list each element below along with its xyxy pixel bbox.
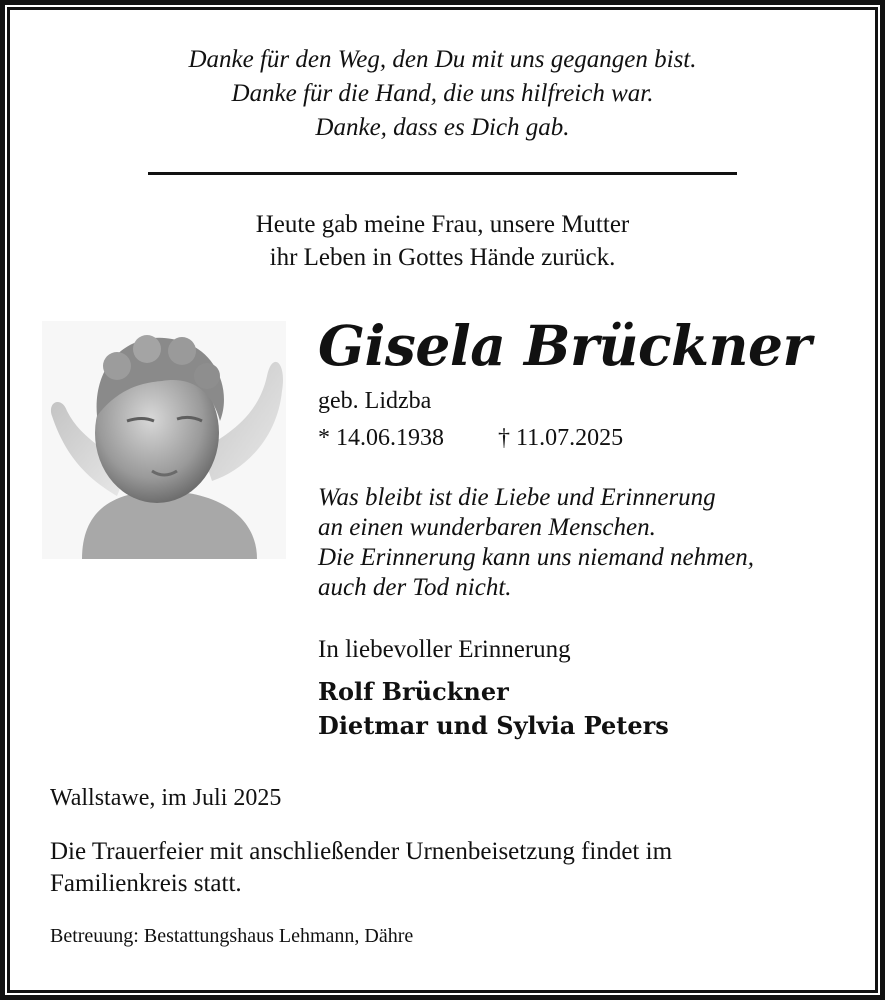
place-date: Wallstawe, im Juli 2025 [50,785,282,811]
memorial-quote [318,483,754,603]
mourner-name: Dietmar und Sylvia Peters [318,711,669,740]
birth-date: * 14.06.1938 [318,425,444,451]
opening-verse [0,43,885,145]
mourner-name: Rolf Brückner [318,677,509,706]
funeral-home: Betreuung: Bestattungshaus Lehmann, Dähre [50,925,414,947]
intro-line: Heute gab meine Frau, unsere Mutter [255,211,630,238]
quote-line: auch der Tod nicht. [318,574,512,601]
verse-line: Danke, dass es Dich gab. [315,114,570,141]
intro-text [0,208,885,274]
intro-line: ihr Leben in Gottes Hände zurück. [269,244,616,271]
verse-line: Danke für den Weg, den Du mit uns gegangen bist. [188,46,697,73]
verse-line: Danke für die Hand, die uns hilfreich war. [231,80,654,107]
ceremony-line: Die Trauerfeier mit anschließender Urnenbeisetzung findet im [50,838,673,865]
maiden-name: geb. Lidzba [318,388,432,414]
life-dates [318,423,623,453]
quote-line: Die Erinnerung kann uns niemand nehmen, [318,544,755,571]
memory-label: In liebevoller Erinnerung [318,636,571,663]
mourners-list [318,675,669,743]
deceased-name: Gisela Brückner [318,313,812,378]
angel-statue-icon [42,321,286,559]
ceremony-line: Familienkreis statt. [50,870,242,897]
quote-line: an einen wunderbaren Menschen. [318,514,656,541]
angel-photo [42,321,286,559]
ceremony-notice [50,836,850,900]
divider-rule [148,172,737,175]
quote-line: Was bleibt ist die Liebe und Erinnerung [318,484,716,511]
death-date: † 11.07.2025 [498,425,624,451]
